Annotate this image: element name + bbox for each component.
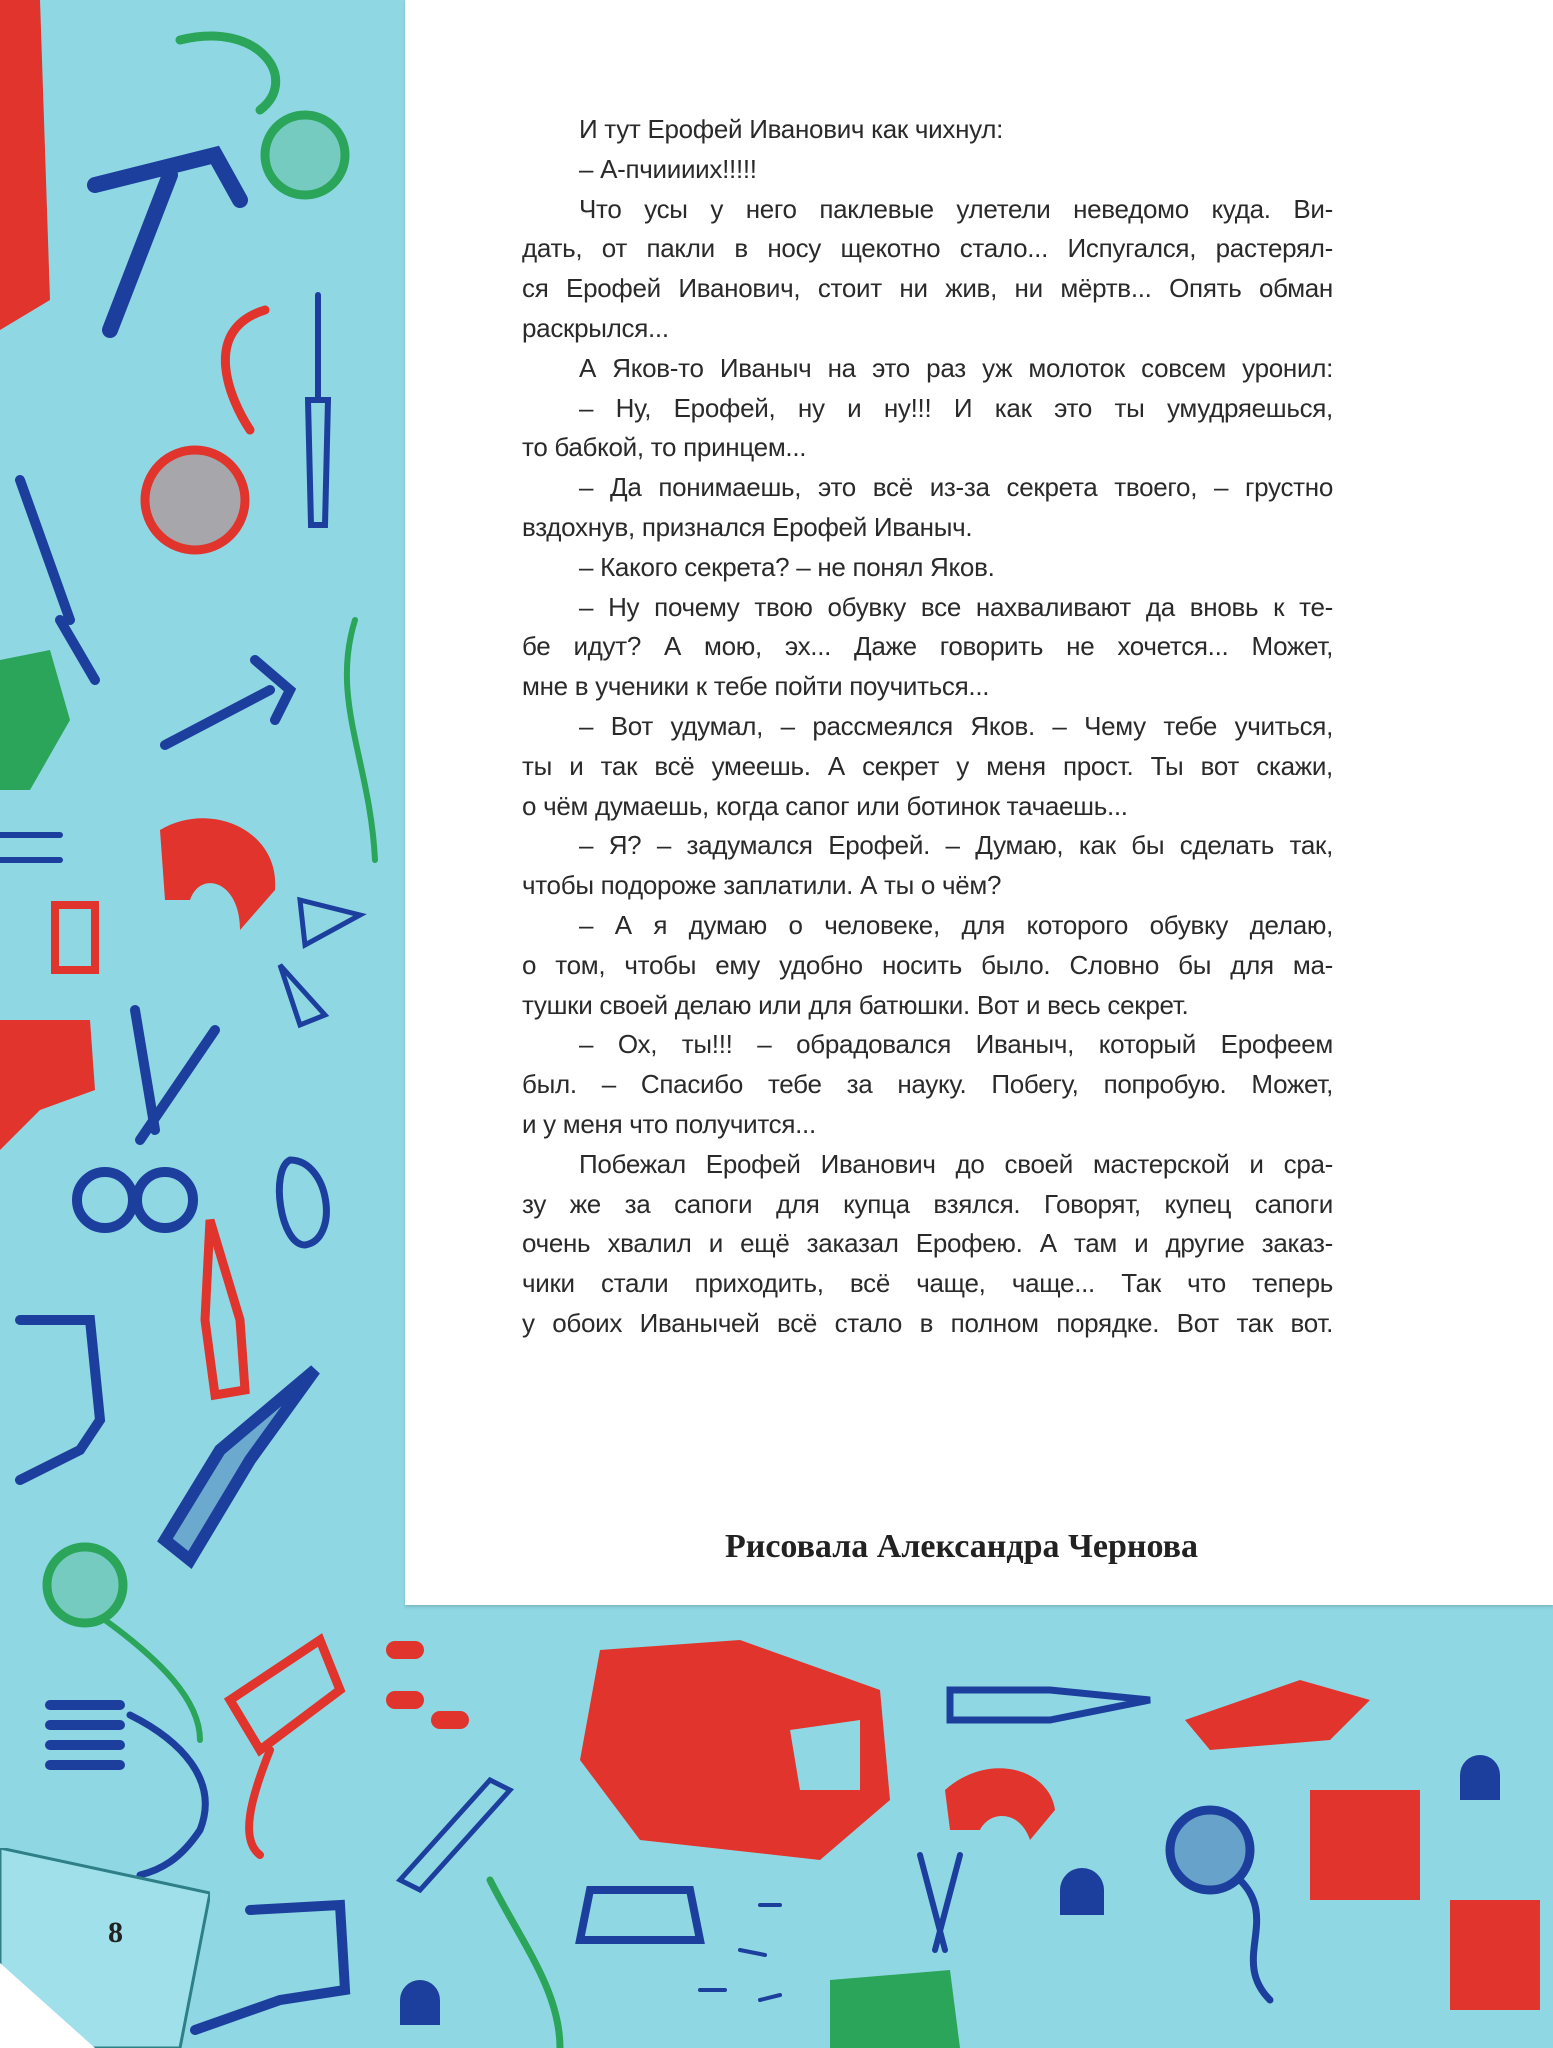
text-line: И тут Ерофей Иванович как чихнул: [579, 114, 1004, 144]
red-leather-piece [0, 0, 50, 330]
blue-boot-icon [195, 1905, 345, 2030]
text-line: бе идут? А мою, эх... Даже говорить не хочется... Может, [522, 631, 1333, 662]
brush-icon [20, 480, 95, 680]
text-line: – Вот удумал, – рассмеялся Яков. – Чему тебе учиться, [579, 710, 1333, 741]
green-thread-2 [490, 1880, 560, 2048]
red-yarn-ball [145, 450, 245, 550]
small-hammer-icon [165, 660, 290, 745]
text-line: – Какого секрета? – не понял Яков. [579, 551, 995, 582]
comb-icon [0, 835, 60, 860]
text-line: очень хвалил и ещё заказал Ерофею. А там и другие заказ- [522, 1228, 1333, 1259]
text-line: о том, чтобы ему удобно носить было. Словно бы для ма- [522, 949, 1333, 980]
green-leather-piece [0, 650, 70, 790]
page-corner-fold [0, 1848, 210, 2048]
text-line: зу же за сапоги для купца взялся. Говорят, купец сапоги [522, 1188, 1333, 1219]
text-line: Побежал Ерофей Иванович до своей мастерской и сра- [579, 1148, 1333, 1179]
text-line: – Да понимаешь, это всё из-за секрета твоего, – грустно [579, 472, 1333, 503]
awl-icon [308, 295, 328, 525]
red-heel-piece [160, 818, 275, 930]
text-line: – А я думаю о человеке, для которого обувку делаю, [579, 909, 1333, 940]
text-line: – Я? – задумался Ерофей. – Думаю, как бы сделать так, [579, 830, 1333, 861]
text-line: о чём думаешь, когда сапог или ботинок тачаешь... [522, 790, 1128, 821]
hammer-icon [95, 155, 240, 330]
text-line: дать, от пакли в носу щекотно стало... Испугался, растерял- [522, 233, 1333, 264]
text-line: тушки своей делаю или для батюшки. Вот и весь секрет. [522, 989, 1189, 1020]
page-number: 8 [108, 1916, 123, 1949]
insole-icon [279, 1160, 326, 1245]
text-line: чтобы подороже заплатили. А ты о чём? [522, 870, 1002, 901]
red-sock-piece [0, 1020, 95, 1150]
red-knife-icon [205, 1220, 245, 1395]
scissors-icon-2 [920, 1855, 960, 1950]
red-buckle [55, 905, 95, 970]
red-spool-icon [230, 1640, 340, 1750]
red-shoe-piece [1185, 1680, 1370, 1750]
red-dots [395, 1650, 460, 1720]
text-line: ся Ерофей Иванович, стоит ни жив, ни мёртв... Опять обман [522, 273, 1333, 304]
green-piece [830, 1970, 960, 2048]
text-line: – Ну почему твою обувку все нахваливают да вновь к те- [579, 591, 1333, 622]
red-heel-piece-2 [945, 1768, 1055, 1840]
text-line: Что усы у него паклевые улетели неведомо куда. Ви- [579, 193, 1333, 224]
red-square-piece [1310, 1790, 1420, 1900]
blue-knife-icon-2 [950, 1690, 1150, 1720]
text-line: ты и так всё умеешь. А секрет у меня прост. Ты вот скажи, [522, 750, 1333, 781]
nails [700, 1905, 780, 2000]
boot-outline-icon [20, 1320, 100, 1480]
red-square-piece-2 [1450, 1900, 1540, 2010]
text-line: был. – Спасибо тебе за науку. Побегу, попробую. Может, [522, 1069, 1333, 1100]
green-yarn-ball [265, 115, 345, 195]
awl-icon-2 [400, 1780, 510, 1890]
green-thread [180, 36, 276, 110]
text-line: А Яков-то Иваныч на это раз уж молоток совсем уронил: [579, 352, 1333, 383]
scissors-icon [135, 1010, 215, 1140]
text-line: – Ну, Ерофей, ну и ну!!! И как это ты умудряешься, [579, 392, 1333, 423]
illustrator-credit: Рисовала Александра Чернова [724, 1528, 1199, 1565]
text-line: чики стали приходить, всё чаще, чаще... Так что теперь [522, 1268, 1333, 1299]
text-line: у обоих Иванычей всё стало в полном порядке. Вот так вот. [522, 1307, 1333, 1338]
text-line: и у меня что получится... [522, 1108, 816, 1139]
red-leather-cutout [580, 1640, 890, 1860]
story-text [522, 110, 1333, 1344]
blue-spool-icon [50, 1705, 120, 1765]
text-line: то бабкой, то принцем... [522, 432, 807, 463]
text-line: вздохнув, признался Ерофей Иваныч. [522, 511, 973, 542]
pincushion-icon [580, 1890, 700, 1940]
text-line: мне в ученики к тебе пойти поучиться... [522, 671, 990, 702]
wedge-icon [280, 900, 360, 1025]
text-line: раскрылся... [522, 312, 669, 343]
text-line: – Ох, ты!!! – обрадовался Иваныч, который Ерофеем [579, 1029, 1333, 1060]
green-thread-needle [347, 620, 375, 860]
text-line: – А-пчиииих!!!!! [579, 153, 757, 184]
red-thread [225, 310, 265, 430]
